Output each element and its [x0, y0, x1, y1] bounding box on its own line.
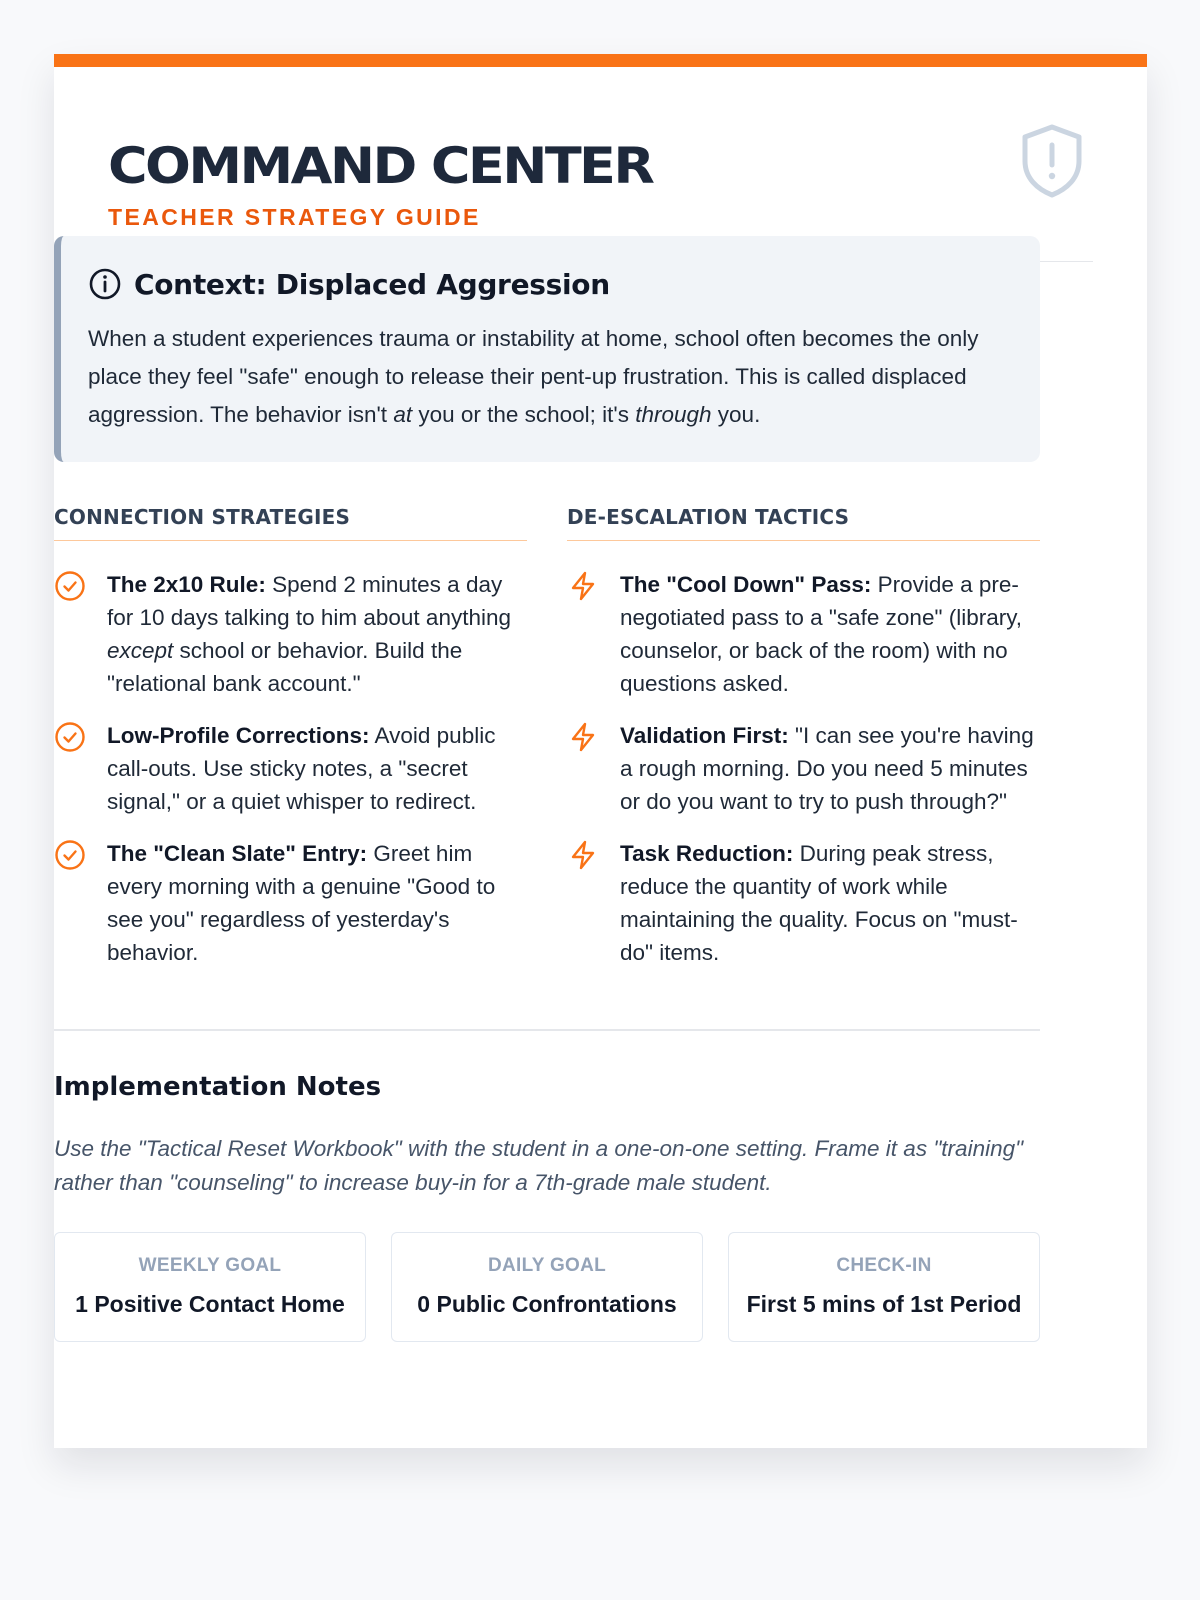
- item-text: Provide a pre-negotiated pass to a "safe zone" (library, counselor, or back of the room) with no questions asked.: [620, 572, 1023, 696]
- implementation-notes-title: Implementation Notes: [54, 1072, 382, 1102]
- goal-label: CHECK-IN: [836, 1255, 932, 1276]
- lightning-icon: [567, 839, 599, 871]
- list-item: [54, 719, 527, 818]
- goal-label: WEEKLY GOAL: [138, 1255, 282, 1276]
- check-circle-icon: [54, 721, 86, 753]
- connection-strategies-list: [54, 568, 527, 988]
- context-body: [88, 320, 1012, 434]
- list-item: [567, 719, 1040, 818]
- lightning-icon: [567, 570, 599, 602]
- item-text: Greet him every morning with a genuine "Good to see you" regardless of yesterday's behavior.: [107, 841, 496, 965]
- implementation-note: Use the "Tactical Reset Workbook" with the student in a one-on-one setting. Frame it as "training" rather than "counseling" to increase buy-in for a 7th-grade male student.: [54, 1136, 1024, 1195]
- list-item: [567, 568, 1040, 700]
- context-body-end: you.: [711, 402, 761, 427]
- context-body-em-at: at: [393, 402, 413, 427]
- check-in-card: [728, 1232, 1040, 1342]
- context-header: [88, 266, 1012, 302]
- item-text: "I can see you're having a rough morning. Do you need 5 minutes or do you want to try to push through?": [620, 723, 1034, 814]
- page-header: [108, 67, 1093, 262]
- list-item: [54, 568, 527, 700]
- list-item: [54, 837, 527, 969]
- item-title: Low-Profile Corrections:: [107, 723, 370, 748]
- check-circle-icon: [54, 570, 86, 602]
- context-callout: [54, 236, 1040, 462]
- context-body-mid: you or the school; it's: [412, 402, 636, 427]
- item-text: Spend 2 minutes a day for 10 days talking to him about anything: [107, 572, 512, 630]
- de-escalation-tactics-heading: DE-ESCALATION TACTICS: [567, 505, 1040, 541]
- shield-alert-icon: [1019, 123, 1085, 199]
- goal-value: 1 Positive Contact Home: [75, 1291, 345, 1317]
- page-title: COMMAND CENTER: [108, 137, 653, 195]
- list-item: [567, 837, 1040, 969]
- weekly-goal-card: [54, 1232, 366, 1342]
- goal-value: 0 Public Confrontations: [417, 1291, 677, 1317]
- de-escalation-tactics-list: [567, 568, 1040, 988]
- item-text: During peak stress, reduce the quantity of work while maintaining the quality. Focus on "must-do" items.: [620, 841, 1018, 965]
- info-icon: [88, 267, 122, 301]
- section-divider: [54, 1029, 1040, 1031]
- item-title: Task Reduction:: [620, 841, 794, 866]
- item-title: The "Clean Slate" Entry:: [107, 841, 368, 866]
- context-title: Context: Displaced Aggression: [134, 267, 610, 301]
- item-text-em: except: [107, 638, 174, 663]
- item-title: The "Cool Down" Pass:: [620, 572, 872, 597]
- connection-strategies-heading: CONNECTION STRATEGIES: [54, 505, 527, 541]
- context-body-start: When a student experiences trauma or instability at home, school often becomes the only place they feel "safe" enough to release their pent-up frustration. This is called displaced aggression. The behavior isn't: [88, 326, 979, 427]
- item-text-end: school or behavior. Build the "relational bank account.": [107, 638, 463, 696]
- check-circle-icon: [54, 839, 86, 871]
- item-title: The 2x10 Rule:: [107, 572, 266, 597]
- lightning-icon: [567, 721, 599, 753]
- goal-label: DAILY GOAL: [487, 1255, 607, 1276]
- daily-goal-card: [391, 1232, 703, 1342]
- item-text: Avoid public call-outs. Use sticky notes, a "secret signal," or a quiet whisper to redirect.: [107, 723, 496, 814]
- item-title: Validation First:: [620, 723, 789, 748]
- goal-value: First 5 mins of 1st Period: [746, 1291, 1022, 1317]
- page-subtitle: TEACHER STRATEGY GUIDE: [108, 204, 481, 230]
- goals-row: [54, 1232, 1040, 1342]
- context-body-em-through: through: [635, 402, 712, 427]
